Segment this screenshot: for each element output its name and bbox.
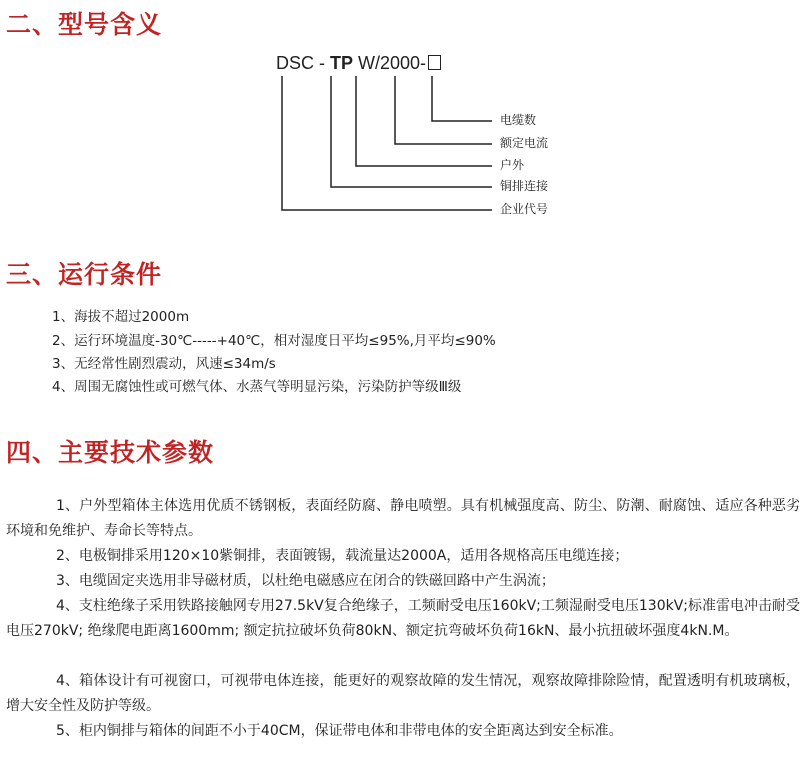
bracket-line-company	[282, 76, 492, 210]
condition-item: 4、周围无腐蚀性或可燃气体、水蒸气等明显污染，污染防护等级Ⅲ级	[52, 379, 462, 395]
param-paragraph: 5、柜内铜排与箱体的间距不小于40CM，保证带电体和非带电体的安全距离达到安全标准。	[56, 723, 623, 739]
bracket-line-cables	[432, 76, 492, 121]
condition-item: 1、海拔不超过2000m	[52, 309, 190, 325]
param-paragraph: 4、箱体设计有可视窗口，可视带电体连接，能更好的观察故障的发生情况，观察故障排除险情，配置透明有机玻璃板，增大安全性及防护等级。	[6, 673, 800, 714]
param-paragraph: 4、支柱绝缘子采用铁路接触网专用27.5kV复合绝缘子，工频耐受电压160kV;工频湿耐受电压130kV;标准雷电冲击耐受电压270kV; 绝缘爬电距离1600mm; 额定抗拉破坏负荷80kN、额定抗弯破坏负荷16kN、最小抗扭破坏强度4kN.M。	[6, 598, 800, 639]
section-heading-model: 二、型号含义	[6, 10, 163, 39]
param-paragraph: 1、户外型箱体主体选用优质不锈钢板，表面经防腐、静电喷塑。具有机械强度高、防尘、防潮、耐腐蚀、适应各种恶劣环境和免维护、寿命长等特点。	[6, 498, 800, 539]
param-paragraph: 2、电极铜排采用120×10紫铜排，表面镀锡，载流量达2000A，适用各规格高压电缆连接；	[56, 548, 629, 564]
condition-item: 2、运行环境温度-30℃-----+40℃，相对湿度日平均≤95%,月平均≤90%	[52, 333, 496, 349]
label-company-code: 企业代号	[500, 202, 549, 216]
section-heading-params: 四、主要技术参数	[6, 438, 215, 467]
label-outdoor: 户外	[500, 158, 525, 172]
section-heading-conditions: 三、运行条件	[6, 260, 163, 289]
bracket-line-copper-bar	[331, 76, 492, 187]
model-code-prefix: DSC -	[276, 53, 330, 73]
label-copper-bar: 铜排连接	[500, 179, 549, 193]
model-code-bracket-diagram	[0, 0, 800, 240]
model-code-suffix: W/2000-	[353, 53, 427, 73]
condition-item: 3、无经常性剧烈震动，风速≤34m/s	[52, 356, 276, 372]
bracket-line-rated-current	[395, 76, 492, 144]
model-code-tp: TP	[330, 53, 354, 73]
label-cable-count: 电缆数	[500, 113, 537, 127]
label-rated-current: 额定电流	[500, 136, 549, 150]
param-paragraph: 3、电缆固定夹选用非导磁材质，以杜绝电磁感应在闭合的铁磁回路中产生涡流；	[56, 573, 555, 589]
